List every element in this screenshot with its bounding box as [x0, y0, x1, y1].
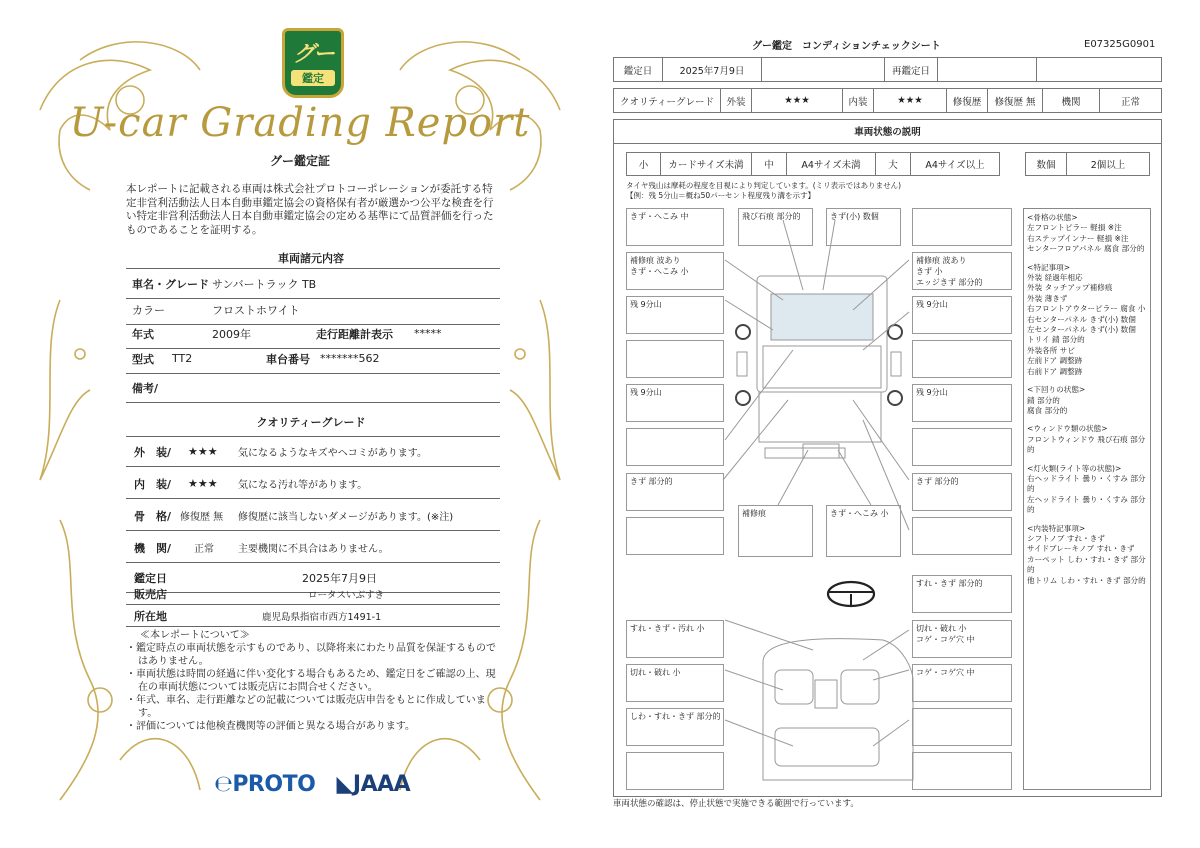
damage-note-box — [626, 517, 724, 555]
special-notes: <特記事項> 外装 経過年相応 外装 タッチアップ補修痕 外装 薄きず 右フロントアウターピラー 腐食 小 右センターパネル きず(小) 数個 左センターパネル きず(小) 数個 トリイ 錆 部分的 外装各所 サビ 左前ドア 調整跡 右前ドア 調整跡 — [1027, 262, 1146, 376]
damage-note-box: 飛び石痕 部分的 — [738, 208, 813, 246]
sheet-footer: 車両状態の確認は、停止状態で実施できる範囲で行っています。 — [613, 799, 859, 809]
sheet-code: E07325G0901 — [1084, 39, 1156, 50]
legend-small-value: カードサイズ未満 — [660, 152, 752, 176]
interior-grade: ★★★ — [873, 88, 947, 113]
interior-label: 内装 — [842, 88, 874, 113]
damage-note-box: きず 部分的 — [626, 473, 724, 511]
legend-medium-key: 中 — [751, 152, 787, 176]
legend-large-key: 大 — [875, 152, 911, 176]
repair-history-value: 修復歴 無 — [987, 88, 1043, 113]
damage-note-box — [912, 708, 1012, 746]
damage-note-box — [912, 208, 1012, 246]
damage-note-box: 補修痕 — [738, 505, 813, 557]
damage-note-box: 切れ・破れ 小 コゲ・コゲ穴 中 — [912, 620, 1012, 658]
row-date: 鑑定日 2025年7月9日 — [126, 563, 500, 593]
blank-cell — [1036, 57, 1162, 82]
proto-logo: ℮PROTO — [214, 772, 316, 797]
damage-note-box: 残 9分山 — [626, 296, 724, 334]
row-address: 所在地 鹿児島県指宿市西方1491-1 — [126, 605, 500, 627]
row-model: 型式 TT2 車台番号 *******562 — [126, 344, 500, 374]
re-appraisal-value — [937, 57, 1037, 82]
damage-note-box: 補修痕 波あり きず 小 エッジきず 部分的 — [912, 252, 1012, 290]
legend-multiple-key: 数個 — [1025, 152, 1067, 176]
report-notes: ≪本レポートについて≫ ・鑑定時点の車両状態を示すものであり、以降将来にわたり品質を保証するものではありません。 ・車両状態は時間の経過に伴い変化する場合もあるため、鑑定日をご確認の上、現在の車両状態については販売店にお問合せください。 ・年式、車名、走行距離などの記載については販売店申告をもとに作成しています。 ・評価については他検査機関等の評価と異なる場合があります。 — [126, 630, 496, 732]
tire-example: 【例：残 5分山＝概ね50パーセント程度残り溝を示す】 — [626, 191, 816, 200]
condition-notes-panel — [1023, 208, 1151, 790]
row-engine: 機 関/ 正常 主要機関に不具合はありません。 — [126, 533, 500, 563]
row-year: 年式 2009年 走行距離計表示 ***** — [126, 319, 500, 349]
damage-note-box — [626, 752, 724, 790]
intro-text: 本レポートに記載される車両は株式会社プロトコーポレーションが委託する特定非営利活動法人日本自動車鑑定協会の資格保有者が厳選かつ公平な検査を行い特定非営利活動法人日本自動車鑑定協会の定める基準にて品質評価を行ったものであることを証明する。 — [126, 183, 494, 236]
damage-note-box: 補修痕 波あり きず・へこみ 小 — [626, 252, 724, 290]
engine-label: 機関 — [1042, 88, 1100, 113]
certificate-subtitle: グー鑑定証 — [269, 154, 330, 168]
row-color: カラー フロストホワイト — [126, 295, 500, 325]
row-remarks: 備考/ — [126, 373, 500, 403]
damage-note-box: コゲ・コゲ穴 中 — [912, 664, 1012, 702]
blank-cell — [761, 57, 885, 82]
damage-note-box: きず(小) 数個 — [826, 208, 901, 246]
row-frame: 骨 格/ 修復歴 無 修復歴に該当しないダメージがあります。(※注) — [126, 501, 500, 531]
damage-note-box: 残 9分山 — [912, 384, 1012, 422]
row-interior: 内 装/ ★★★ 気になる汚れ等があります。 — [126, 469, 500, 499]
exterior-label: 外装 — [720, 88, 752, 113]
light-notes: <灯火類(ライト等の状態)> 右ヘッドライト 曇り・くすみ 部分的 左ヘッドライト 曇り・くすみ 部分的 — [1027, 463, 1146, 515]
quality-grade-label: クオリティーグレード — [613, 88, 721, 113]
repair-history-label: 修復歴 — [946, 88, 988, 113]
damage-note-box — [912, 340, 1012, 378]
damage-note-box — [912, 428, 1012, 466]
report-title: U-car Grading Report — [69, 100, 531, 146]
explanation-heading: 車両状態の説明 — [613, 119, 1162, 144]
date-value: 2025年7月9日 — [662, 57, 762, 82]
row-vehicle-name: 車名・グレード サンバートラック TB — [126, 269, 500, 299]
row-exterior: 外 装/ ★★★ 気になるようなキズやヘコミがあります。 — [126, 437, 500, 467]
damage-note-box: すれ・きず・汚れ 小 — [626, 620, 724, 658]
sheet-title: グー鑑定 コンディションチェックシート — [752, 41, 941, 52]
interior-notes: <内装特記事項> シフトノブ すれ・きず サイドブレーキノブ すれ・きず カーペット しわ・すれ・きず 部分的 他トリム しわ・すれ・きず 部分的 — [1027, 523, 1146, 585]
row-dealer: 販売店 ロータスいぶすき — [126, 583, 500, 605]
damage-note-box: 残 9分山 — [912, 296, 1012, 334]
date-label: 鑑定日 — [613, 57, 663, 82]
damage-note-box — [912, 517, 1012, 555]
quality-heading: クオリティーグレード — [256, 416, 366, 429]
footer-logos — [214, 772, 410, 797]
legend-small-key: 小 — [626, 152, 661, 176]
legend-large-value: A4サイズ以上 — [910, 152, 1000, 176]
spec-heading: 車両諸元内容 — [278, 252, 344, 265]
engine-value: 正常 — [1099, 88, 1162, 113]
damage-note-box: きず・へこみ 小 — [826, 505, 901, 557]
damage-note-box: すれ・きず 部分的 — [912, 575, 1012, 613]
damage-note-box — [626, 340, 724, 378]
underbody-notes: <下回りの状態> 錆 部分的 腐食 部分的 — [1027, 385, 1086, 415]
damage-note-box: きず 部分的 — [912, 473, 1012, 511]
frame-notes: <骨格の状態> 左フロントピラー 軽損 ※注 右ステップインナー 軽損 ※注 センターフロアパネル 腐食 部分的 — [1027, 213, 1145, 254]
damage-note-box — [626, 428, 724, 466]
re-appraisal-label: 再鑑定日 — [884, 57, 938, 82]
legend-multiple-value: 2個以上 — [1066, 152, 1150, 176]
damage-note-box: しわ・すれ・きず 部分的 — [626, 708, 724, 746]
jaaa-logo: ◣JAAA — [336, 772, 411, 797]
damage-note-box: きず・へこみ 中 — [626, 208, 724, 246]
exterior-grade: ★★★ — [751, 88, 843, 113]
damage-note-box — [912, 752, 1012, 790]
damage-note-box: 切れ・破れ 小 — [626, 664, 724, 702]
window-notes: <ウィンドウ類の状態> フロントウィンドウ 飛び石痕 部分的 — [1027, 424, 1146, 455]
goo-appraisal-logo: グー 鑑定 — [282, 28, 344, 98]
legend-medium-value: A4サイズ未満 — [786, 152, 876, 176]
damage-note-box: 残 9分山 — [626, 384, 724, 422]
tire-note: タイヤ残山は摩耗の程度を目視により判定しています。(ミリ表示ではありません) — [626, 181, 902, 190]
